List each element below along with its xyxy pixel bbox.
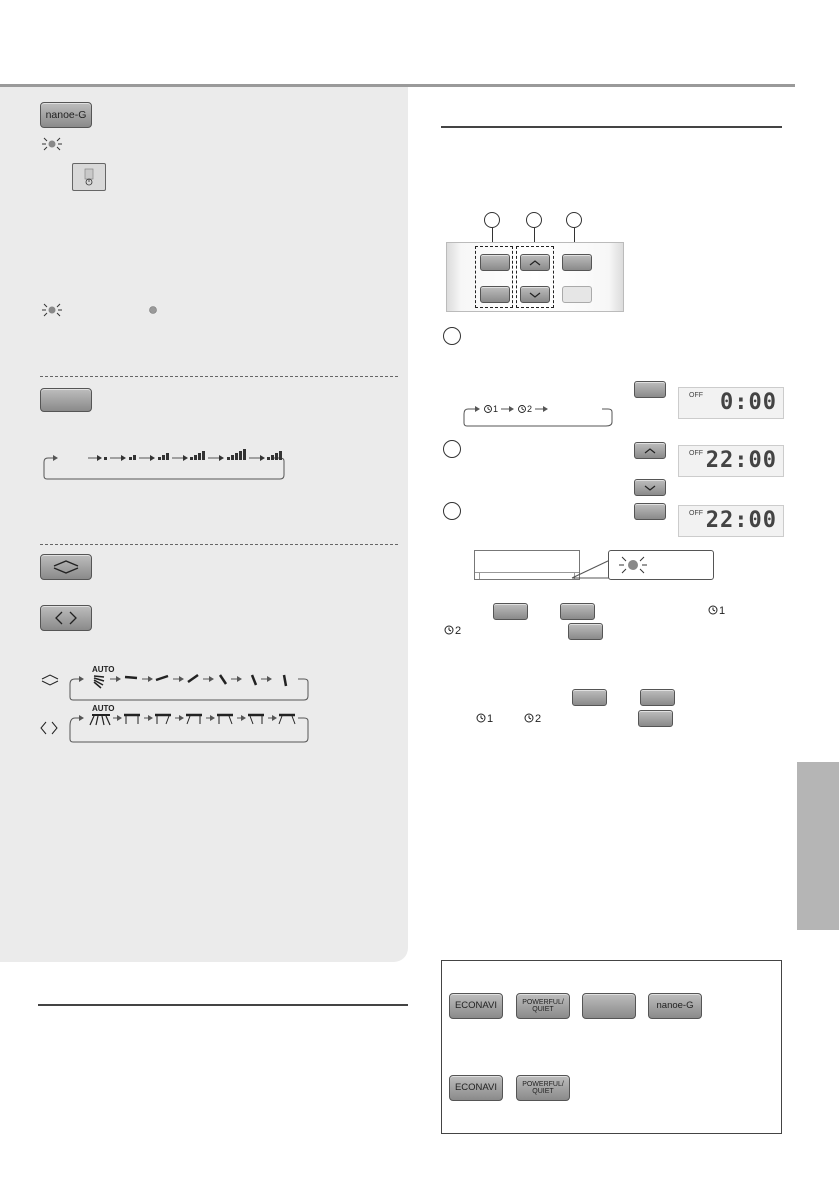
timer-display-2 xyxy=(678,445,784,477)
section-rule xyxy=(441,126,782,128)
powerful-quiet-label: POWERFUL/ QUIET xyxy=(522,998,564,1013)
econavi-label: ECONAVI xyxy=(454,1000,498,1012)
step-marker-2 xyxy=(526,212,542,228)
note-cancel-button[interactable] xyxy=(560,603,595,620)
timer-down-button[interactable] xyxy=(520,286,550,303)
step-1-marker xyxy=(443,327,461,345)
timer-1-number: 1 xyxy=(487,713,494,725)
timer-1-number: 1 xyxy=(719,605,726,617)
step-marker-1 xyxy=(484,212,500,228)
leftright-small-icon xyxy=(38,720,60,736)
econavi-button-2[interactable] xyxy=(449,1075,503,1101)
powerful-quiet-label: POWERFUL/ QUIET xyxy=(522,1080,564,1095)
timer-up-button[interactable] xyxy=(520,254,550,271)
timer-2-label: 2 xyxy=(527,404,533,414)
left-panel xyxy=(0,87,408,962)
step-marker-3 xyxy=(566,212,582,228)
steady-lamp-icon xyxy=(147,304,159,316)
chevron-down-icon xyxy=(643,484,657,492)
vertical-airflow-button[interactable] xyxy=(40,554,92,580)
timer-select-button[interactable] xyxy=(480,254,510,271)
chevron-up-icon xyxy=(643,447,657,455)
blinking-lamp-icon xyxy=(613,553,653,577)
powerful-quiet-button-2[interactable] xyxy=(516,1075,570,1101)
step-1-button[interactable] xyxy=(634,381,666,398)
timer-2-number: 2 xyxy=(455,625,462,637)
timer-lamp-callout xyxy=(608,550,714,580)
section-divider xyxy=(40,544,398,545)
time-digits: 0:00 xyxy=(720,390,777,415)
timer-cancel-button[interactable] xyxy=(480,286,510,303)
horizontal-airflow-button[interactable] xyxy=(40,605,92,631)
side-tab xyxy=(797,762,839,930)
section-rule xyxy=(38,1004,408,1006)
fan-speed-cycle-diagram xyxy=(36,448,292,482)
chevron-up-icon xyxy=(528,259,542,267)
chevron-down-icon xyxy=(528,291,542,299)
nanoe-label: nanoe-G xyxy=(45,108,87,121)
off-indicator: OFF xyxy=(689,510,703,517)
note-set-button[interactable] xyxy=(568,623,603,640)
time-digits: 22:00 xyxy=(705,508,777,533)
blinking-lamp-icon xyxy=(40,136,64,152)
leftright-chevron-icon xyxy=(51,610,81,626)
unit-power-button-icon xyxy=(72,163,106,191)
updown-small-icon xyxy=(40,672,60,688)
timer-display-3 xyxy=(678,505,784,537)
blinking-lamp-icon xyxy=(40,302,64,318)
off-indicator: OFF xyxy=(689,392,703,399)
step-2-marker xyxy=(443,440,461,458)
step-3-button[interactable] xyxy=(634,503,666,520)
horizontal-swing-cycle-diagram xyxy=(66,700,312,744)
note-2-select-button[interactable] xyxy=(572,689,607,706)
nanoe-g-button[interactable] xyxy=(648,993,702,1019)
timer-set-button[interactable] xyxy=(562,254,592,271)
step-2-up-button[interactable] xyxy=(634,442,666,459)
timer-2-number: 2 xyxy=(535,713,542,725)
timer-1-icon xyxy=(706,602,732,618)
blank-button[interactable] xyxy=(582,993,636,1019)
timer-2-icon xyxy=(522,710,548,726)
section-divider xyxy=(40,376,398,377)
note-2-cancel-button[interactable] xyxy=(640,689,675,706)
step-3-marker xyxy=(443,502,461,520)
timer-display-1 xyxy=(678,387,784,419)
nanoe-g-label: nanoe-G xyxy=(656,1000,694,1012)
timer-1-label: 1 xyxy=(493,404,499,414)
timer-sequence-diagram xyxy=(456,402,616,428)
remote-light-button xyxy=(562,286,592,303)
econavi-label: ECONAVI xyxy=(454,1082,498,1094)
timer-1-icon xyxy=(474,710,500,726)
auto-label: AUTO xyxy=(92,665,115,674)
step-2-down-button[interactable] xyxy=(634,479,666,496)
fan-speed-button[interactable] xyxy=(40,388,92,412)
feature-button-box xyxy=(441,960,782,1134)
updown-chevron-icon xyxy=(51,559,81,575)
timer-2-icon xyxy=(442,622,468,638)
indoor-unit-image xyxy=(474,550,580,580)
off-indicator: OFF xyxy=(689,450,703,457)
econavi-button[interactable] xyxy=(449,993,503,1019)
note-2-set-button[interactable] xyxy=(638,710,673,727)
powerful-quiet-button[interactable] xyxy=(516,993,570,1019)
vertical-swing-cycle-diagram xyxy=(66,660,312,702)
nanoe-button[interactable] xyxy=(40,102,92,128)
time-digits: 22:00 xyxy=(705,448,777,473)
auto-label: AUTO xyxy=(92,704,115,713)
note-select-button[interactable] xyxy=(493,603,528,620)
